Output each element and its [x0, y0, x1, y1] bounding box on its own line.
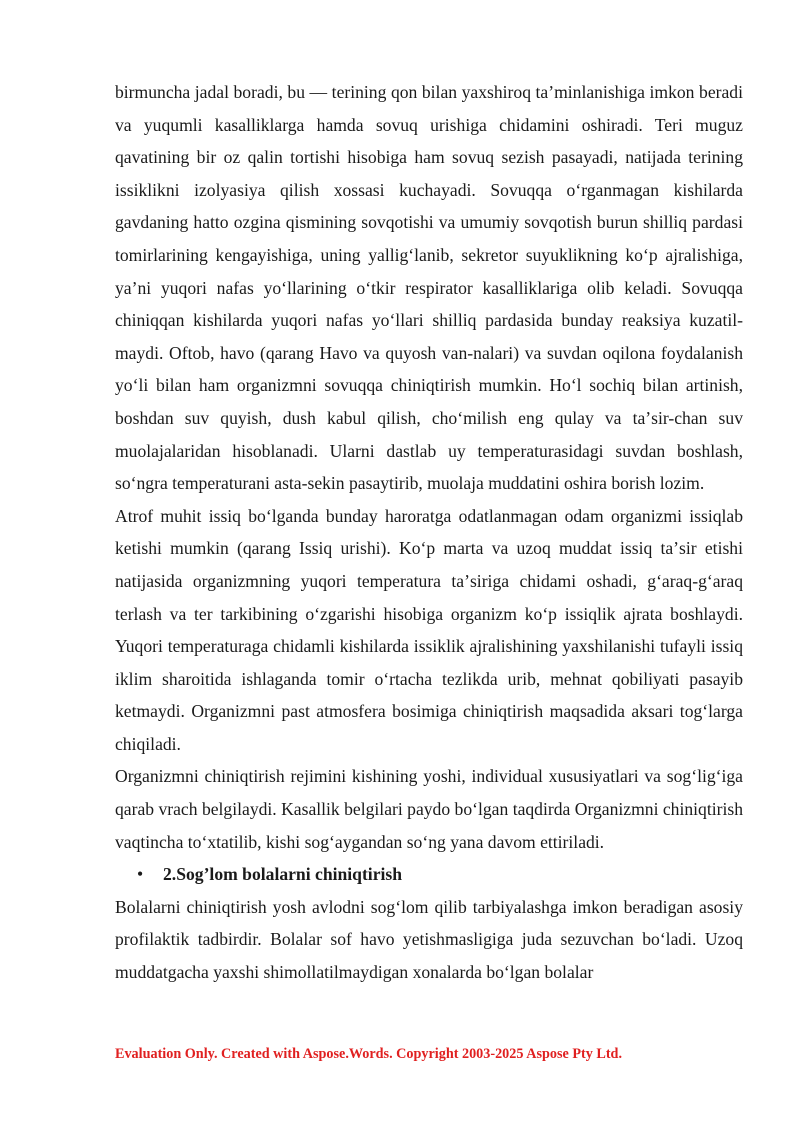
section-heading: 2.Sog’lom bolalarni chiniqtirish: [163, 864, 403, 885]
body-paragraph-2: Atrof muhit issiq boʻlganda bunday haroratga odatlanmagan odam organizmi issiqlab ketishi mumkin (qarang Issiq urishi). Koʻp marta va uzoq muddat issiq taʼsir etishi natijasida organizmning yuqori temperatura taʼsiriga chidami oshadi, gʻaraq-gʻaraq terlash va ter tarkibining oʻzgarishi hisobiga organizm koʻp issiqlik ajrata boshlaydi. Yuqori temperaturaga chidamli kishilarda issiklik ajralishining yaxshilanishi tufayli issiq iklim sharoitida ishlaganda tomir oʻrtacha tezlikda urib, mehnat qobiliyati pasayib ketmaydi. Organizmni past atmosfera bosimiga chiniqtirish maqsadida aksari togʻlarga chiqiladi.: [115, 505, 743, 754]
section-heading-bullet: [115, 858, 743, 891]
evaluation-watermark: Evaluation Only. Created with Aspose.Words. Copyright 2003-2025 Aspose Pty Ltd.: [115, 1046, 622, 1062]
bullet-icon: •: [137, 864, 144, 885]
body-paragraph-4: Bolalarni chiniqtirish yosh avlodni sogʻlom qilib tarbiyalashga imkon beradigan asosiy profilaktik tadbirdir. Bolalar sof havo yetishmasligiga juda sezuvchan boʻladi. Uzoq muddatgacha yaxshi shimollatilmaydigan xonalarda boʻlgan bolalar: [115, 896, 743, 983]
body-paragraph-3: Organizmni chiniqtirish rejimini kishining yoshi, individual xususiyatlari va sogʻligʻiga qarab vrach belgilaydi. Kasallik belgilari paydo boʻlgan taqdirda Organizmni chiniqtirish vaqtincha toʻxtatilib, kishi sogʻaygandan soʻng yana davom ettiriladi.: [115, 766, 743, 852]
body-paragraph-1: birmuncha jadal boradi, bu — terining qon bilan yaxshiroq taʼminlanishiga imkon beradi va yuqumli kasalliklarga hamda sovuq urishiga chidamini oshiradi. Teri muguz qavatining bir oz qalin tortishi hisobiga ham sovuq sezish pasayadi, natijada terining issiklikni izolyasiya qilish xossasi kuchayadi. Sovuqqa oʻrganmagan kishilarda gavdaning hatto ozgina qismining sovqotishi va umumiy sovqotish burun shilliq pardasi tomirlarining kengayishiga, uning yalligʻlanib, sekretor suyuklikning koʻp ajralishiga, yaʼni yuqori nafas yoʻllarining oʻtkir respirator kasalliklariga olib keladi. Sovuqqa chiniqqan kishilarda yuqori nafas yoʻllari shilliq pardasida bunday reaksiya kuzatil-maydi. Oftob, havo (qarang Havo va quyosh van-nalari) va suvdan oqilona foydalanish yoʻli bilan ham organizmni sovuqqa chiniqtirish mumkin. Hoʻl sochiq bilan artinish, boshdan suv quyish, dush kabul qilish, choʻmilish eng qulay va taʼsir-chan suv muolajalaridan hisoblanadi. Ularni dastlab uy temperaturasidagi suvdan boshlash, soʻngra temperaturani asta-sekin pasaytirib, muolaja muddatini oshira borish lozim.: [115, 82, 743, 494]
document-page: [115, 76, 743, 989]
